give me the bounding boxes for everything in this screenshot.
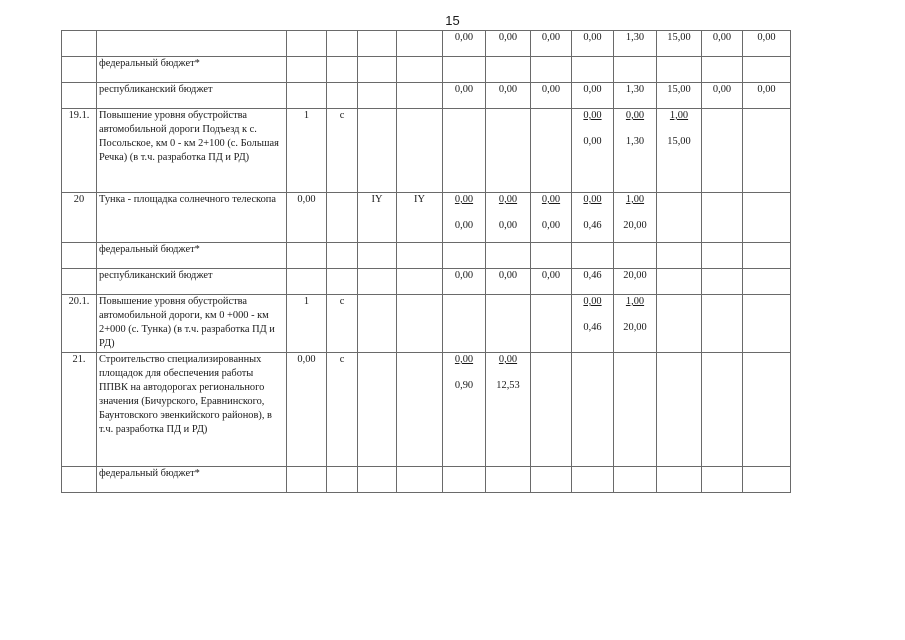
value-cell (614, 269, 657, 295)
quantity-cell (287, 83, 327, 109)
row-name-cell: федеральный бюджет* (97, 243, 287, 269)
value-top: 0,00 (498, 354, 518, 365)
quantity-cell (287, 243, 327, 269)
value-cell (443, 57, 486, 83)
value-cell (657, 269, 702, 295)
table-row (62, 57, 791, 83)
value: 1,30 (625, 84, 645, 95)
value-bottom: 1,30 (625, 136, 645, 147)
value: 0,46 (583, 270, 602, 281)
value-cell (486, 269, 531, 295)
row-name-cell: Тунка - площадка солнечного телескопа (97, 193, 287, 243)
value-top: 0,00 (454, 194, 474, 205)
row-name-cell: Повышение уровня обустройства автомобильной дороги, км 0 +000 - км 2+000 (с. Тунка) (в т.ч. разработка ПД и РД) (97, 295, 287, 353)
period-start-cell (358, 295, 397, 353)
unit-cell (327, 57, 358, 83)
value-cell (531, 243, 572, 269)
quantity-cell: 0,00 (287, 353, 327, 467)
value-bottom: 0,90 (454, 380, 474, 391)
value-cell (743, 467, 791, 493)
value-cell (702, 57, 743, 83)
value-cell (486, 57, 531, 83)
period-end-cell (397, 269, 443, 295)
value-cell (743, 109, 791, 193)
value-cell (443, 243, 486, 269)
budget-table (61, 30, 791, 493)
value-bottom: 0,46 (583, 322, 602, 333)
value-cell (486, 193, 531, 243)
value-cell (743, 243, 791, 269)
value-cell (443, 295, 486, 353)
value-bottom: 15,00 (667, 136, 691, 147)
row-number-cell: 20 (62, 193, 97, 243)
value-cell (443, 31, 486, 57)
value-cell (486, 31, 531, 57)
period-end-cell (397, 243, 443, 269)
value: 0,00 (498, 84, 518, 95)
value-top: 0,00 (583, 110, 602, 121)
value-cell (614, 353, 657, 467)
row-number-cell (62, 269, 97, 295)
value-cell (743, 83, 791, 109)
value: 0,00 (541, 84, 561, 95)
period-start-cell (358, 353, 397, 467)
value-cell (486, 109, 531, 193)
value-cell (743, 31, 791, 57)
unit-cell: с (327, 295, 358, 353)
value-cell (743, 57, 791, 83)
value-cell (743, 269, 791, 295)
value-top: 0,00 (625, 110, 645, 121)
period-start-cell (358, 31, 397, 57)
value-cell (531, 353, 572, 467)
period-start-cell (358, 57, 397, 83)
value-cell (486, 295, 531, 353)
value-bottom: 0,00 (583, 136, 602, 147)
row-number-cell: 21. (62, 353, 97, 467)
value-cell (531, 109, 572, 193)
value-cell (531, 295, 572, 353)
period-end-cell (397, 31, 443, 57)
value: 0,00 (454, 84, 474, 95)
value-cell (657, 467, 702, 493)
unit-cell (327, 243, 358, 269)
value-bottom: 0,00 (498, 220, 518, 231)
value-cell (614, 31, 657, 57)
row-name-cell: республиканский бюджет (97, 83, 287, 109)
table-row (62, 109, 791, 193)
quantity-cell (287, 467, 327, 493)
value-top: 0,00 (583, 296, 602, 307)
value-cell (572, 269, 614, 295)
value-cell (531, 269, 572, 295)
value-bottom: 0,00 (454, 220, 474, 231)
value-cell (531, 31, 572, 57)
value-cell (486, 353, 531, 467)
value-top: 1,00 (625, 296, 645, 307)
value: 0,00 (757, 32, 776, 43)
row-number-cell (62, 243, 97, 269)
quantity-cell (287, 269, 327, 295)
value-cell (572, 109, 614, 193)
value-cell (443, 109, 486, 193)
value-cell (572, 243, 614, 269)
value-cell (614, 83, 657, 109)
value-cell (531, 83, 572, 109)
unit-cell: с (327, 109, 358, 193)
value-cell (572, 57, 614, 83)
value-top: 0,00 (583, 194, 602, 205)
value-cell (531, 193, 572, 243)
unit-cell (327, 269, 358, 295)
value-cell (657, 109, 702, 193)
value-cell (443, 83, 486, 109)
value-cell (614, 243, 657, 269)
value-cell (702, 243, 743, 269)
period-start-cell (358, 243, 397, 269)
value-bottom: 20,00 (623, 220, 647, 231)
quantity-cell: 0,00 (287, 193, 327, 243)
value-top: 0,00 (454, 354, 474, 365)
quantity-cell: 1 (287, 295, 327, 353)
quantity-cell (287, 57, 327, 83)
value-cell (657, 353, 702, 467)
value-cell (443, 467, 486, 493)
period-start-cell (358, 83, 397, 109)
value-top: 0,00 (498, 194, 518, 205)
value-cell (614, 193, 657, 243)
value: 0,00 (583, 32, 602, 43)
period-end-cell (397, 353, 443, 467)
table-row (62, 467, 791, 493)
value-top: 0,00 (541, 194, 561, 205)
value-cell (702, 31, 743, 57)
quantity-cell (287, 31, 327, 57)
value-cell (657, 57, 702, 83)
value-cell (486, 83, 531, 109)
value-top: 1,00 (669, 110, 689, 121)
value-cell (743, 193, 791, 243)
table-row (62, 295, 791, 353)
value-cell (531, 57, 572, 83)
value: 20,00 (623, 270, 647, 281)
period-start-cell: IY (358, 193, 397, 243)
value-bottom: 0,46 (583, 220, 602, 231)
value: 0,00 (498, 270, 518, 281)
value: 0,00 (757, 84, 776, 95)
value-bottom: 0,00 (541, 220, 561, 231)
value: 0,00 (454, 270, 474, 281)
value-cell (531, 467, 572, 493)
value: 15,00 (667, 84, 691, 95)
value-cell (572, 193, 614, 243)
value-cell (614, 109, 657, 193)
value: 0,00 (583, 84, 602, 95)
row-number-cell (62, 31, 97, 57)
value-cell (702, 193, 743, 243)
period-end-cell (397, 109, 443, 193)
value-cell (657, 243, 702, 269)
value-cell (572, 83, 614, 109)
value: 0,00 (498, 32, 518, 43)
value-cell (572, 353, 614, 467)
value-cell (572, 467, 614, 493)
value: 0,00 (712, 84, 732, 95)
unit-cell (327, 193, 358, 243)
value-cell (657, 83, 702, 109)
value: 1,30 (625, 32, 645, 43)
value-cell (657, 31, 702, 57)
row-number-cell: 20.1. (62, 295, 97, 353)
value: 15,00 (667, 32, 691, 43)
row-number-cell (62, 467, 97, 493)
row-name-cell: Повышение уровня обустройства автомобильной дороги Подъезд к с. Посольское, км 0 - км 2+100 (с. Большая Речка) (в т.ч. разработка ПД и РД) (97, 109, 287, 193)
value-top: 1,00 (625, 194, 645, 205)
table-row (62, 243, 791, 269)
value-cell (702, 295, 743, 353)
period-end-cell: IY (397, 193, 443, 243)
period-end-cell (397, 83, 443, 109)
value-cell (614, 467, 657, 493)
value: 0,00 (712, 32, 732, 43)
value-cell (702, 353, 743, 467)
period-end-cell (397, 57, 443, 83)
unit-cell (327, 83, 358, 109)
value-bottom: 20,00 (623, 322, 647, 333)
table-row (62, 83, 791, 109)
row-number-cell: 19.1. (62, 109, 97, 193)
value-cell (743, 353, 791, 467)
value-cell (572, 31, 614, 57)
period-start-cell (358, 467, 397, 493)
value-cell (443, 193, 486, 243)
value-cell (443, 269, 486, 295)
value-cell (657, 193, 702, 243)
value-cell (702, 269, 743, 295)
period-end-cell (397, 467, 443, 493)
page-number: 15 (445, 13, 460, 28)
table-row (62, 269, 791, 295)
unit-cell (327, 467, 358, 493)
table-row (62, 193, 791, 243)
period-start-cell (358, 269, 397, 295)
row-number-cell (62, 57, 97, 83)
row-name-cell: федеральный бюджет* (97, 467, 287, 493)
value-cell (702, 467, 743, 493)
period-end-cell (397, 295, 443, 353)
value-cell (572, 295, 614, 353)
value: 0,00 (454, 32, 474, 43)
unit-cell: с (327, 353, 358, 467)
value-cell (614, 57, 657, 83)
value-cell (702, 109, 743, 193)
value-cell (657, 295, 702, 353)
row-name-cell: республиканский бюджет (97, 269, 287, 295)
period-start-cell (358, 109, 397, 193)
value-cell (486, 243, 531, 269)
row-name-cell: федеральный бюджет* (97, 57, 287, 83)
quantity-cell: 1 (287, 109, 327, 193)
value: 0,00 (541, 32, 561, 43)
row-number-cell (62, 83, 97, 109)
value-cell (702, 83, 743, 109)
value-cell (443, 353, 486, 467)
value-bottom: 12,53 (496, 380, 520, 391)
value-cell (486, 467, 531, 493)
value-cell (614, 295, 657, 353)
row-name-cell (97, 31, 287, 57)
value: 0,00 (541, 270, 561, 281)
row-name-cell: Строительство специализированных площадок для обеспечения работы ППВК на автодорогах регионального значения (Бичурского, Еравнинского, Баунтовского эвенкийского районов), в т.ч. разработка ПД и РД) (97, 353, 287, 467)
unit-cell (327, 31, 358, 57)
table-row (62, 353, 791, 467)
value-cell (743, 295, 791, 353)
table-row (62, 31, 791, 57)
